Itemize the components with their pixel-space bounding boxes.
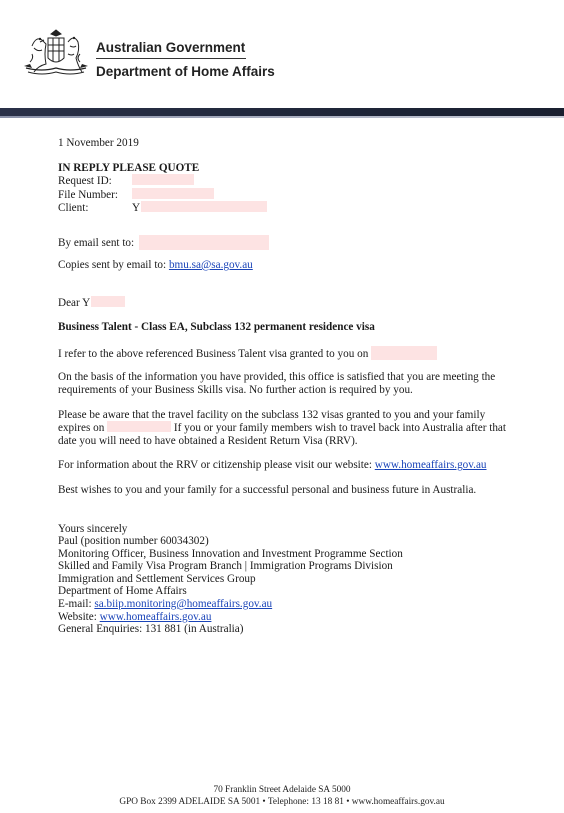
signatory-branch: Skilled and Family Visa Program Branch | Immigration Programs Division	[58, 560, 393, 573]
website-row: Website: www.homeaffairs.gov.au	[58, 610, 212, 623]
copies-label: Copies sent by email to:	[58, 258, 167, 271]
paragraph-5: Best wishes to you and your family for a successful personal and business future in Australia.	[58, 483, 477, 496]
redacted-expiry-date	[107, 421, 171, 432]
copies-email-link[interactable]: bmu.sa@sa.gov.au	[168, 258, 253, 271]
reply-heading: IN REPLY PLEASE QUOTE	[58, 161, 200, 174]
email-sent-label: By email sent to:	[58, 236, 135, 249]
client-initial: Y	[132, 202, 141, 215]
signature-block	[58, 523, 518, 636]
client-label: Client:	[58, 202, 89, 215]
file-number-row	[58, 188, 518, 202]
footer-contact: GPO Box 2399 ADELAIDE SA 5001 • Telephone: 13 18 81 • www.homeaffairs.gov.au	[119, 796, 445, 807]
letter-body	[58, 137, 518, 636]
closing: Yours sincerely	[58, 522, 128, 535]
coat-of-arms-icon	[22, 28, 90, 80]
email-row: E-mail: sa.biip.monitoring@homeaffairs.gov.au	[58, 598, 273, 611]
header-banner	[0, 108, 564, 116]
salutation-row	[58, 296, 518, 310]
email-sent-row	[58, 235, 518, 250]
header-banner-underline	[0, 116, 564, 118]
website-link[interactable]: www.homeaffairs.gov.au	[374, 459, 487, 472]
request-id-label: Request ID:	[58, 175, 112, 188]
letter-subject: Business Talent - Class EA, Subclass 132 permanent residence visa	[58, 321, 375, 334]
general-enquiries: General Enquiries: 131 881 (in Australia)	[58, 623, 244, 636]
government-name: Australian Government	[96, 40, 246, 55]
signatory-department: Department of Home Affairs	[58, 585, 187, 598]
redacted-grant-date	[371, 346, 437, 360]
redacted-file-number	[132, 188, 214, 199]
client-row	[58, 201, 518, 215]
file-number-label: File Number:	[58, 188, 118, 201]
department-name: Department of Home Affairs	[96, 64, 275, 79]
signatory: Paul (position number 60034302)	[58, 535, 209, 548]
redacted-request-id	[132, 174, 194, 185]
salutation: Dear Y	[58, 296, 91, 309]
paragraph-2: On the basis of the information you have provided, this office is satisfied that you are meeting the requirements of your Business Skills visa. No further action is required by you.	[58, 371, 496, 396]
redacted-client-name	[141, 201, 267, 212]
copies-row	[58, 259, 518, 272]
redacted-email	[139, 235, 269, 250]
request-id-row	[58, 174, 518, 188]
header-divider	[96, 58, 246, 59]
paragraph-3: Please be aware that the travel facility on the subclass 132 visas granted to you and your family expires on If you or your family members wish to travel back into Australia after that date you will need to have obtained a Resident Return Visa (RRV).	[58, 408, 507, 447]
signatory-role: Monitoring Officer, Business Innovation and Investment Programme Section	[58, 547, 403, 560]
redacted-salutation-name	[91, 296, 125, 307]
letter-footer	[0, 785, 564, 808]
paragraph-1: I refer to the above referenced Business Talent visa granted to you on	[58, 346, 518, 361]
contact-website-link[interactable]: www.homeaffairs.gov.au	[99, 610, 212, 623]
signatory-group: Immigration and Settlement Services Group	[58, 572, 256, 585]
footer-address: 70 Franklin Street Adelaide SA 5000	[213, 785, 351, 795]
paragraph-4: For information about the RRV or citizenship please visit our website: www.homeaffairs.gov.au	[58, 459, 487, 472]
letter-date: 1 November 2019	[58, 137, 139, 149]
contact-email-link[interactable]: sa.biip.monitoring@homeaffairs.gov.au	[94, 598, 273, 611]
